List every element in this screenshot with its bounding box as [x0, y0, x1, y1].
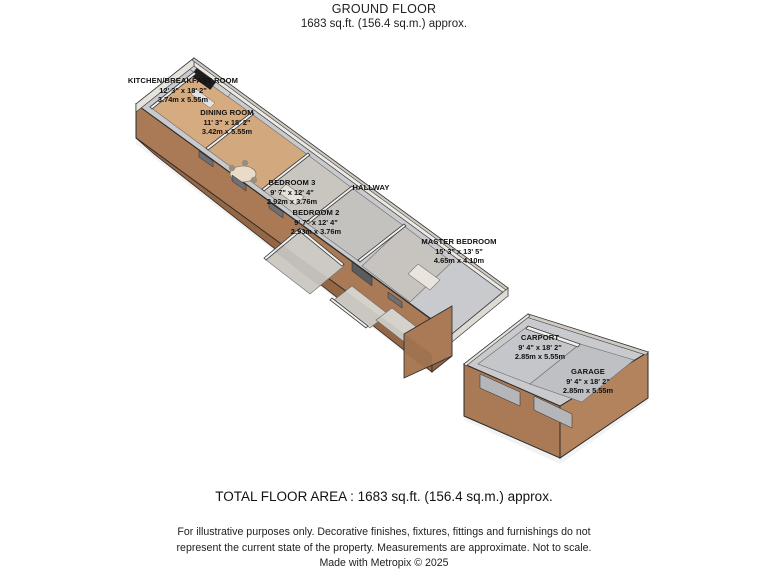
master-dim-imperial: 15' 3" x 13' 5": [435, 246, 483, 256]
bedroom3-dim-metric: 2.92m x 3.76m: [266, 197, 318, 206]
garage-building: [464, 314, 648, 464]
main-building: [136, 58, 508, 378]
bedroom2-name: BEDROOM 2: [292, 208, 340, 217]
bedroom3-dim-imperial: 9' 7" x 12' 4": [270, 187, 314, 197]
disclaimer-line-1: For illustrative purposes only. Decorative finishes, fixtures, fittings and furnishings do not: [177, 526, 591, 538]
total-floor-area: TOTAL FLOOR AREA : 1683 sq.ft. (156.4 sq.m.) approx.: [215, 489, 553, 504]
dining-chair: [251, 177, 257, 183]
disclaimer: [0, 525, 768, 572]
dining-dim-imperial: 11' 3" x 18' 2": [203, 117, 251, 127]
carport-name: CARPORT: [520, 333, 560, 342]
garage-dim-imperial: 9' 4" x 18' 2": [566, 376, 610, 386]
master-name: MASTER BEDROOM: [421, 237, 497, 246]
master-dim-metric: 4.65m x 4.10m: [433, 256, 485, 265]
disclaimer-line-3: Made with Metropix © 2025: [319, 557, 449, 569]
floorplan-illustration: [0, 34, 768, 474]
dining-chair: [242, 160, 248, 166]
garage-dim-metric: 2.85m x 5.55m: [562, 386, 614, 395]
kitchen-dim-imperial: 12' 3" x 18' 2": [159, 85, 207, 95]
page-subtitle: 1683 sq.ft. (156.4 sq.m.) approx.: [300, 18, 468, 30]
kitchen-name: KITCHEN/BREAKFAST ROOM: [127, 76, 239, 85]
garage-name: GARAGE: [571, 367, 605, 376]
dining-name: DINING ROOM: [200, 108, 254, 117]
dining-dim-metric: 3.42m x 5.55m: [201, 127, 253, 136]
carport-dim-metric: 2.85m x 5.55m: [514, 352, 566, 361]
kitchen-dim-metric: 3.74m x 5.55m: [157, 95, 209, 104]
floorplan-svg: [0, 34, 768, 474]
bedroom2-dim-metric: 2.93m x 3.76m: [290, 227, 342, 236]
bedroom3-name: BEDROOM 3: [268, 178, 316, 187]
disclaimer-line-2: represent the current state of the property. Measurements are approximate. Not to scale.: [176, 541, 592, 554]
bedroom2-dim-imperial: 9' 7" x 12' 4": [294, 217, 338, 227]
floorplan-header: [0, 0, 768, 32]
dining-chair: [229, 165, 235, 171]
page-title: GROUND FLOOR: [331, 2, 437, 16]
carport-dim-imperial: 9' 4" x 18' 2": [518, 342, 562, 352]
hallway-name: HALLWAY: [352, 183, 390, 192]
